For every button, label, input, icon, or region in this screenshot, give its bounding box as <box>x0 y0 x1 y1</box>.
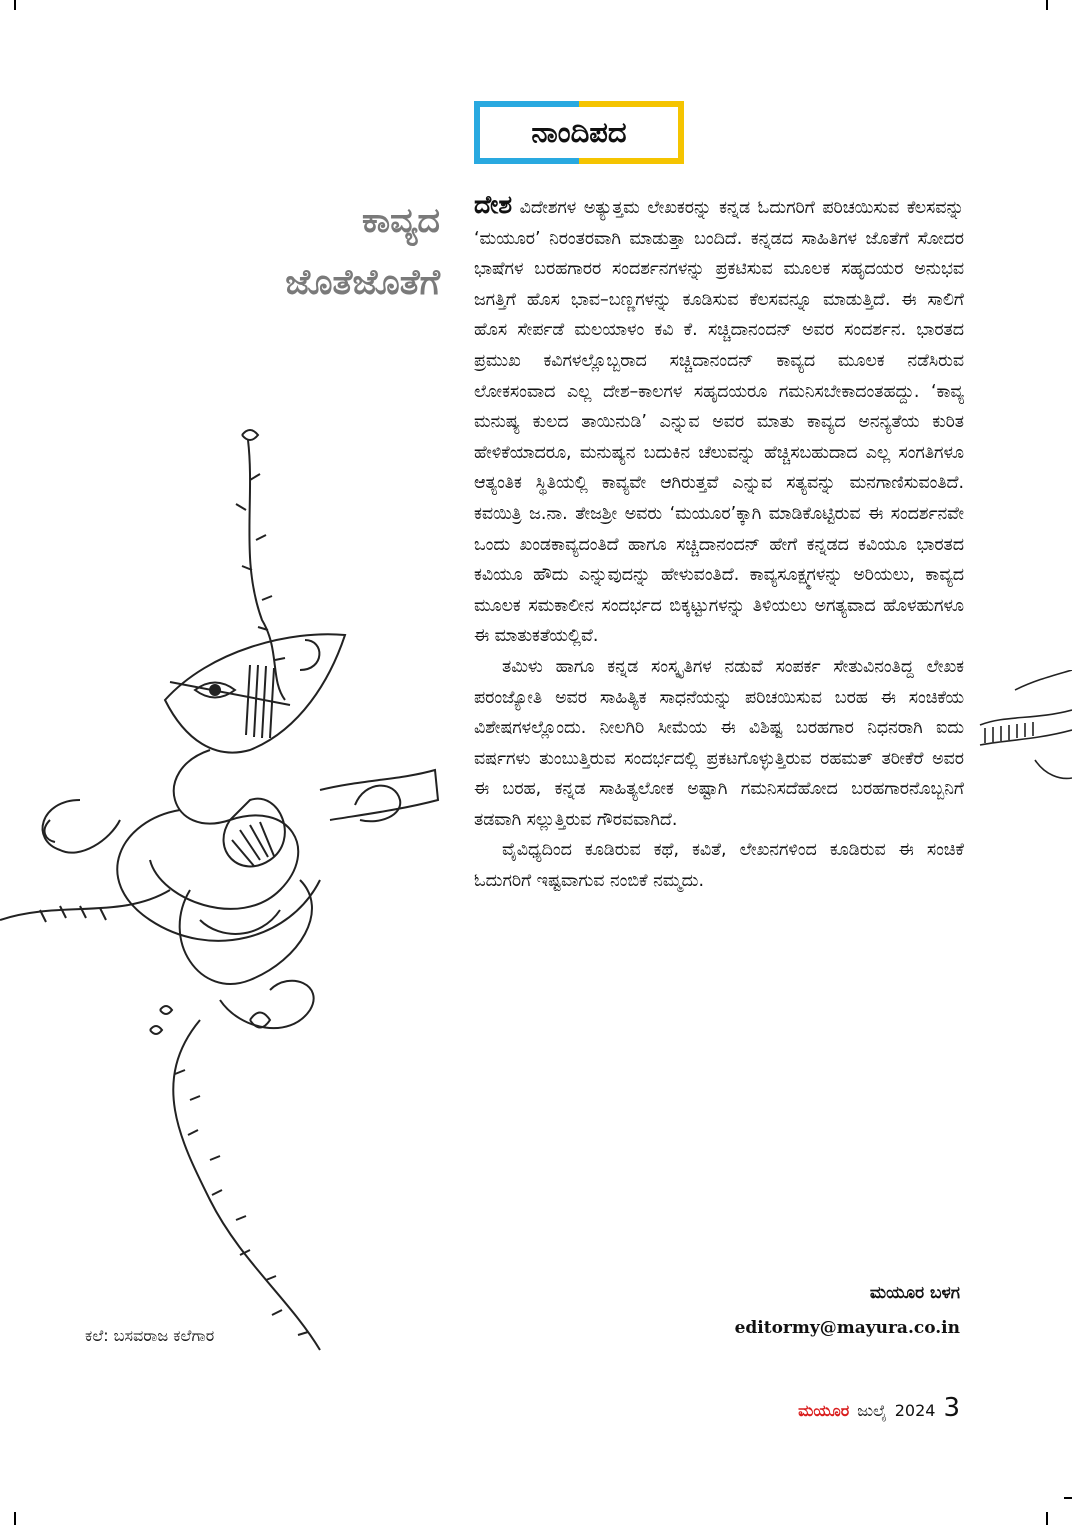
headline-line-2: ಜೊತೆಜೊತೆಗೆ <box>285 263 440 303</box>
dropcap-word: ದೇಶ <box>474 190 513 219</box>
article-body <box>474 190 964 897</box>
page-footer <box>798 1393 960 1423</box>
paragraph-1-text: ವಿದೇಶಗಳ ಅತ್ಯುತ್ತಮ ಲೇಖಕರನ್ನು ಕನ್ನಡ ಓದುಗರಿಗೆ ಪರಿಚಯಿಸುವ ಕೆಲಸವನ್ನು ‘ಮಯೂರ’ ನಿರಂತರವಾಗಿ ಮಾಡುತ್ತಾ ಬಂದಿದೆ. ಕನ್ನಡದ ಸಾಹಿತಿಗಳ ಜೊತೆಗೆ ಸೋದರ ಭಾಷೆಗಳ ಬರಹಗಾರರ ಸಂದರ್ಶನಗಳನ್ನು ಪ್ರಕಟಿಸುವ ಮೂಲಕ ಸಹೃದಯರ ಅನುಭವ ಜಗತ್ತಿಗೆ ಹೊಸ ಭಾವ–ಬಣ್ಣಗಳನ್ನು ಕೂಡಿಸುವ ಕೆಲಸವನ್ನೂ ಮಾಡುತ್ತಿದೆ. ಈ ಸಾಲಿಗೆ ಹೊಸ ಸೇರ್ಪಡೆ ಮಲಯಾಳಂ ಕವಿ ಕೆ. ಸಚ್ಚಿದಾನಂದನ್ ಅವರ ಸಂದರ್ಶನ. ಭಾರತದ ಪ್ರಮುಖ ಕವಿಗಳಲ್ಲೊಬ್ಬರಾದ ಸಚ್ಚಿದಾನಂದನ್ ಕಾವ್ಯದ ಮೂಲಕ ನಡೆಸಿರುವ ಲೋಕಸಂವಾದ ಎಲ್ಲ ದೇಶ–ಕಾಲಗಳ ಸಹೃದಯರೂ ಗಮನಿಸಬೇಕಾದಂತಹದ್ದು. ‘ಕಾವ್ಯ ಮನುಷ್ಯ ಕುಲದ ತಾಯಿನುಡಿ’ ಎನ್ನುವ ಅವರ ಮಾತು ಕಾವ್ಯದ ಅನನ್ಯತೆಯ ಕುರಿತ ಹೇಳಿಕೆಯಾದರೂ, ಮನುಷ್ಯನ ಬದುಕಿನ ಚೆಲುವನ್ನು ಹೆಚ್ಚಿಸಬಹುದಾದ ಎಲ್ಲ ಸಂಗತಿಗಳೂ ಆತ್ಯಂತಿಕ ಸ್ಥಿತಿಯಲ್ಲಿ ಕಾವ್ಯವೇ ಆಗಿರುತ್ತವೆ ಎನ್ನುವ ಸತ್ಯವನ್ನು ಮನಗಾಣಿಸುವಂತಿದೆ. ಕವಯಿತ್ರಿ ಜ.ನಾ. ತೇಜಶ್ರೀ ಅವರು ‘ಮಯೂರ’ಕ್ಕಾಗಿ ಮಾಡಿಕೊಟ್ಟಿರುವ ಈ ಸಂದರ್ಶನವೇ ಒಂದು ಖಂಡಕಾವ್ಯದಂತಿದೆ ಹಾಗೂ ಸಚ್ಚಿದಾನಂದನ್ ಹೇಗೆ ಕನ್ನಡದ ಕವಿಯೂ ಭಾರತದ ಕವಿಯೂ ಹೌದು ಎನ್ನುವುದನ್ನು ಹೇಳುವಂತಿದೆ. ಕಾವ್ಯಸೂಕ್ಷ್ಮಗಳನ್ನು ಅರಿಯಲು, ಕಾವ್ಯದ ಮೂಲಕ ಸಮಕಾಲೀನ ಸಂದರ್ಭದ ಬಿಕ್ಕಟ್ಟುಗಳನ್ನು ತಿಳಿಯಲು ಅಗತ್ಯವಾದ ಹೊಳಹುಗಳೂ ಈ ಮಾತುಕತೆಯಲ್ಲಿವೆ. <box>474 198 964 647</box>
headline <box>285 190 440 314</box>
section-label-box <box>474 101 684 164</box>
edge-illustration-fragment <box>975 670 1072 790</box>
paragraph-3: ವೈವಿಧ್ಯದಿಂದ ಕೂಡಿರುವ ಕಥೆ, ಕವಿತೆ, ಲೇಖನಗಳಿಂದ ಕೂಡಿರುವ ಈ ಸಂಚಿಕೆ ಓದುಗರಿಗೆ ಇಷ್ಟವಾಗುವ ನಂಬಿಕೆ ನಮ್ಮದು. <box>474 840 964 892</box>
email-address[interactable]: editormy@mayura.co.in <box>734 1318 960 1338</box>
section-label: ನಾಂದಿಪದ <box>531 115 627 149</box>
crop-mark-bottom-left <box>14 1512 16 1525</box>
crop-mark-top-left <box>14 0 16 10</box>
headline-line-1: ಕಾವ್ಯದ <box>361 201 440 241</box>
issue-month: ಜುಲೈ <box>857 1401 887 1420</box>
art-caption: ಕಲೆ: ಬಸವರಾಜ ಕಲೆಗಾರ <box>85 1326 215 1345</box>
signature: ಮಯೂರ ಬಳಗ <box>869 1283 960 1303</box>
brand-logo-text: ಮಯೂರ <box>798 1401 850 1420</box>
paragraph-1 <box>474 190 964 652</box>
crop-mark-top-right <box>1046 0 1048 10</box>
page-number: 3 <box>943 1393 960 1423</box>
crop-mark-right-tick <box>1064 1497 1072 1499</box>
line-art-illustration <box>0 420 450 1380</box>
paragraph-2: ತಮಿಳು ಹಾಗೂ ಕನ್ನಡ ಸಂಸ್ಕೃತಿಗಳ ನಡುವೆ ಸಂಪರ್ಕ ಸೇತುವಿನಂತಿದ್ದ ಲೇಖಕ ಪರಂಜ್ಯೋತಿ ಅವರ ಸಾಹಿತ್ಯಿಕ ಸಾಧನೆಯನ್ನು ಪರಿಚಯಿಸುವ ಬರಹ ಈ ಸಂಚಿಕೆಯ ವಿಶೇಷಗಳಲ್ಲೊಂದು. ನೀಲಗಿರಿ ಸೀಮೆಯ ಈ ವಿಶಿಷ್ಟ ಬರಹಗಾರ ನಿಧನರಾಗಿ ಐದು ವರ್ಷಗಳು ತುಂಬುತ್ತಿರುವ ಸಂದರ್ಭದಲ್ಲಿ ಪ್ರಕಟಗೊಳ್ಳುತ್ತಿರುವ ರಹಮತ್ ತರೀಕೆರೆ ಅವರ ಈ ಬರಹ, ಕನ್ನಡ ಸಾಹಿತ್ಯಲೋಕ ಅಷ್ಟಾಗಿ ಗಮನಿಸದೆಹೋದ ಬರಹಗಾರನೊಬ್ಬನಿಗೆ ತಡವಾಗಿ ಸಲ್ಲುತ್ತಿರುವ ಗೌರವವಾಗಿದೆ. <box>474 656 964 830</box>
issue-year: 2024 <box>894 1401 936 1420</box>
crop-mark-bottom-right <box>1046 1512 1048 1525</box>
